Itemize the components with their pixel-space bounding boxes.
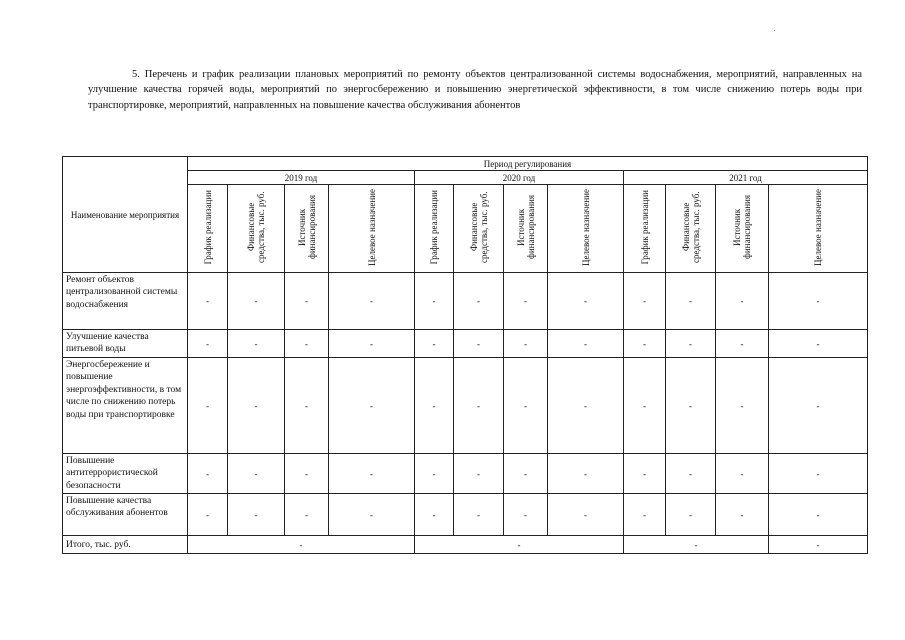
table-cell: - [228, 330, 285, 358]
table-cell: - [716, 494, 769, 536]
total-cell-2021: - [624, 536, 769, 554]
table-cell: - [716, 358, 769, 454]
table-row [63, 494, 868, 536]
total-row [63, 536, 868, 554]
table-cell: - [228, 358, 285, 454]
table-cell: - [666, 494, 716, 536]
table-cell: - [285, 273, 329, 330]
table-cell: - [548, 358, 624, 454]
table-cell: - [769, 494, 868, 536]
table-cell: - [548, 273, 624, 330]
table-cell: - [415, 454, 454, 494]
table-cell: - [454, 273, 504, 330]
table-cell: - [716, 330, 769, 358]
table-cell: - [228, 454, 285, 494]
table-cell: - [329, 454, 415, 494]
row-name: Ремонт объектов централизованной системы водоснабжения [63, 273, 188, 330]
total-cell-purpose: - [769, 536, 868, 554]
year-header-2020: 2020 год [415, 171, 624, 185]
table-cell: - [188, 358, 228, 454]
table-cell: - [454, 358, 504, 454]
subheader-funds: Финансовые средства, тыс. руб. [680, 191, 701, 263]
year-header-2021: 2021 год [624, 171, 868, 185]
row-name: Повышение антитеррористической безопасности [63, 454, 188, 494]
table-cell: - [666, 454, 716, 494]
table-cell: - [504, 273, 548, 330]
table-row [63, 273, 868, 330]
table-cell: - [716, 454, 769, 494]
section-heading: 5. Перечень и график реализации плановых мероприятий по ремонту объектов централизованной системы водоснабжения, мероприятий, направленных на улучшение качества горячей воды, мероприятий по энергосбережению и повышению энергетической эффективности, в том числе снижению потерь воды при транспортировке, мероприятий, направленных на повышение качества обслуживания абонентов [88, 68, 862, 111]
subheader-funds: Финансовые средства, тыс. руб. [468, 191, 489, 263]
table-cell: - [716, 273, 769, 330]
table-cell: - [188, 454, 228, 494]
table-cell: - [329, 273, 415, 330]
table-cell: - [624, 273, 666, 330]
table-cell: - [548, 454, 624, 494]
plan-table [62, 156, 868, 554]
table-cell: - [329, 494, 415, 536]
row-name: Улучшение качества питьевой воды [63, 330, 188, 358]
subheader-purpose: Целевое назначение [366, 188, 377, 266]
table-cell: - [188, 273, 228, 330]
subheader-purpose: Целевое назначение [813, 188, 823, 266]
table-cell: - [415, 358, 454, 454]
scan-speck [774, 30, 775, 31]
table-cell: - [285, 454, 329, 494]
table-cell: - [188, 330, 228, 358]
table-cell: - [504, 330, 548, 358]
subheader-schedule: График реализации [429, 189, 439, 265]
table-cell: - [285, 358, 329, 454]
table-cell: - [624, 494, 666, 536]
table-cell: - [548, 494, 624, 536]
table-cell: - [285, 494, 329, 536]
table-cell: - [504, 494, 548, 536]
subheader-schedule: График реализации [639, 189, 650, 265]
table-cell: - [188, 494, 228, 536]
table-cell: - [454, 454, 504, 494]
table-cell: - [454, 330, 504, 358]
table-cell: - [624, 358, 666, 454]
table-cell: - [504, 454, 548, 494]
total-cell-2020: - [415, 536, 624, 554]
table-cell: - [624, 454, 666, 494]
subheader-source: Источник финансирования [515, 195, 536, 259]
name-column-header: Наименование мероприятия [63, 157, 188, 273]
table-cell: - [666, 273, 716, 330]
table-cell: - [769, 358, 868, 454]
table-row [63, 330, 868, 358]
subheader-purpose: Целевое назначение [580, 188, 591, 266]
table-cell: - [769, 330, 868, 358]
table-cell: - [285, 330, 329, 358]
table-cell: - [666, 330, 716, 358]
table-cell: - [666, 358, 716, 454]
subheader-source: Источник финансирования [296, 195, 317, 259]
subheader-source: Источник финансирования [732, 195, 752, 259]
table-cell: - [769, 454, 868, 494]
table-cell: - [228, 273, 285, 330]
row-name: Повышение качества обслуживания абонентов [63, 494, 188, 536]
table-cell: - [415, 494, 454, 536]
table-cell: - [454, 494, 504, 536]
table-row [63, 358, 868, 454]
table-cell: - [415, 330, 454, 358]
subheader-funds: Финансовые средства, тыс. руб. [246, 191, 266, 263]
table-cell: - [329, 358, 415, 454]
table-cell: - [415, 273, 454, 330]
table-cell: - [329, 330, 415, 358]
table-cell: - [504, 358, 548, 454]
table-cell: - [228, 494, 285, 536]
table-row [63, 454, 868, 494]
subheader-schedule: График реализации [202, 189, 213, 265]
table-cell: - [548, 330, 624, 358]
total-cell-2019: - [188, 536, 415, 554]
table-cell: - [769, 273, 868, 330]
period-header: Период регулирования [188, 157, 868, 171]
total-label: Итого, тыс. руб. [63, 536, 188, 554]
year-header-2019: 2019 год [188, 171, 415, 185]
table-cell: - [624, 330, 666, 358]
row-name: Энергосбережение и повышение энергоэффективности, в том числе по снижению потерь воды при транспортировке [63, 358, 188, 454]
